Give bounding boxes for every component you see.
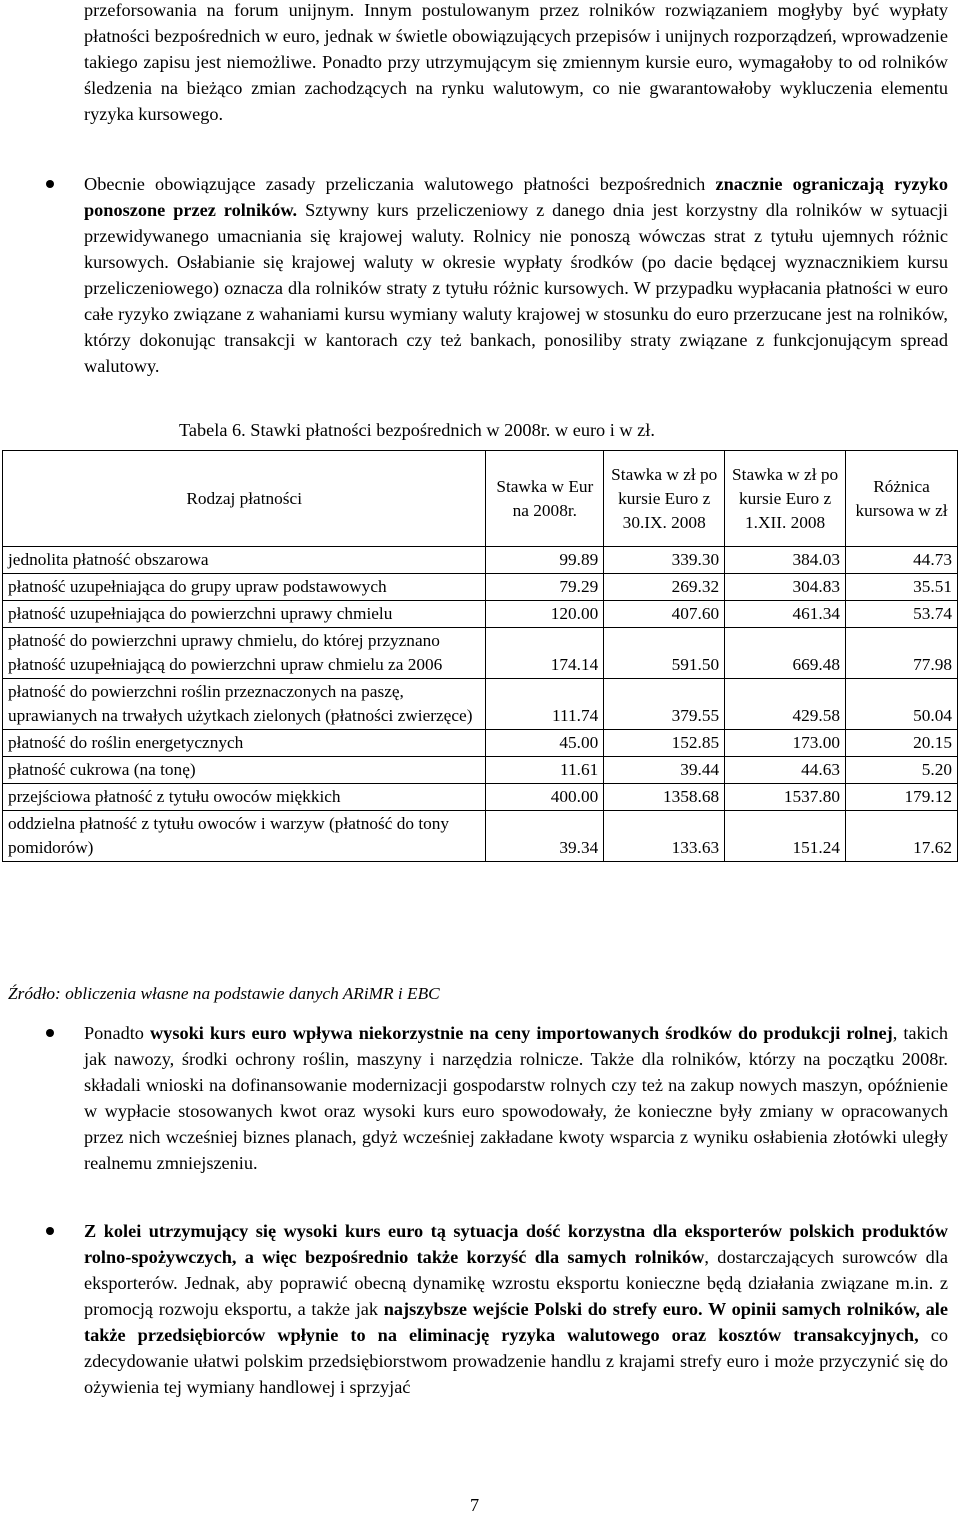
table-row <box>3 784 958 811</box>
payment-type-cell: przejściowa płatność z tytułu owoców miękkich <box>3 784 486 811</box>
paragraph-intro <box>84 0 948 127</box>
text-run: znacznie ograniczają ryzyko ponoszone przez rolników. <box>84 174 948 220</box>
table-row <box>3 757 958 784</box>
table-row <box>3 547 958 574</box>
value-cell: 39.34 <box>486 811 604 862</box>
text-run: Z kolei utrzymujący się wysoki kurs euro tą sytuacja dość korzystna dla eksporterów polskich produktów rolno-spożywczych, a więc bezpośrednio także korzyść dla samych rolników <box>84 1221 948 1267</box>
payment-rates-table <box>2 450 958 862</box>
value-cell: 45.00 <box>486 730 604 757</box>
value-cell: 1537.80 <box>725 784 846 811</box>
column-header: Stawka w Eur na 2008r. <box>486 451 604 547</box>
value-cell: 50.04 <box>846 679 958 730</box>
table-row <box>3 679 958 730</box>
bullet-icon <box>46 180 54 188</box>
value-cell: 669.48 <box>725 628 846 679</box>
bullet-icon <box>46 1227 54 1235</box>
value-cell: 384.03 <box>725 547 846 574</box>
value-cell: 133.63 <box>604 811 725 862</box>
column-header: Stawka w zł po kursie Euro z 1.XII. 2008 <box>725 451 846 547</box>
bullet-text <box>84 171 948 379</box>
value-cell: 407.60 <box>604 601 725 628</box>
value-cell: 1358.68 <box>604 784 725 811</box>
value-cell: 429.58 <box>725 679 846 730</box>
value-cell: 53.74 <box>846 601 958 628</box>
bullet-icon <box>46 1029 54 1037</box>
payment-type-cell: płatność cukrowa (na tonę) <box>3 757 486 784</box>
text-run: najszybsze wejście Polski do strefy euro. W opinii samych rolników, ale także przedsiębiorców wpłynie to na eliminację ryzyka walutowego oraz kosztów transakcyjnych, <box>84 1299 949 1345</box>
text-run: Sztywny kurs przeliczeniowy z danego dnia jest korzystny dla rolników w sytuacji przewidywanego umacniania się krajowej waluty. Rolnicy nie ponoszą wówczas strat z tytułu ujemnych różnic kursowych. Osłabianie się krajowej waluty w okresie wypłaty środków (po dacie będącej wyznacznikiem kursu przeliczeniowego) oznacza dla rolników straty z tytułu różnic kursowych. W przypadku wypłacania płatności w euro całe ryzyko związane z wahaniami kursu wymiany waluty krajowej w stosunku do euro przerzucane jest na rolników, którzy dokonując transakcji w kantorach czy też bankach, ponosiliby straty związane z funkcjonującym spread walutowy. <box>84 200 948 376</box>
value-cell: 461.34 <box>725 601 846 628</box>
payment-type-cell: oddzielna płatność z tytułu owoców i warzyw (płatność do tony pomidorów) <box>3 811 486 862</box>
payment-type-cell: płatność do powierzchni roślin przeznaczonych na paszę, uprawianych na trwałych użytkach zielonych (płatności zwierzęce) <box>3 679 486 730</box>
value-cell: 35.51 <box>846 574 958 601</box>
bullet-text <box>84 1218 948 1400</box>
column-header: Rodzaj płatności <box>3 451 486 547</box>
text-run: wysoki kurs euro wpływa niekorzystnie na ceny importowanych środków do produkcji rolnej <box>149 1023 893 1043</box>
text-run: Obecnie obowiązujące zasady przeliczania walutowego płatności bezpośrednich <box>84 174 716 194</box>
table-row <box>3 574 958 601</box>
value-cell: 304.83 <box>725 574 846 601</box>
text-run: , takich jak nawozy, środki ochrony roślin, maszyny i narzędzia rolnicze. Także dla rolników, którzy na początku 2008r. składali wnioski na dofinansowanie modernizacji gospodarstw rolnych czy też na zakup nowych maszyn, opóźnienie w wypłacie stosowanych kwot oraz wysoki kurs euro spowodowały, że konieczne były zmiany w opracowanych przez nich wcześniej biznes planach, gdyż wcześniej zakładane kwoty wsparcia z wyniku osłabienia złotówki uległy realnemu zmniejszeniu. <box>84 1023 949 1173</box>
table-caption: Tabela 6. Stawki płatności bezpośrednich w 2008r. w euro i w zł. <box>179 420 655 440</box>
table-body <box>3 547 958 862</box>
value-cell: 77.98 <box>846 628 958 679</box>
value-cell: 44.63 <box>725 757 846 784</box>
payment-type-cell: płatność uzupełniająca do powierzchni uprawy chmielu <box>3 601 486 628</box>
table-row <box>3 730 958 757</box>
payment-type-cell: płatność do powierzchni uprawy chmielu, do której przyznano płatność uzupełniającą do powierzchni upraw chmielu za 2006 <box>3 628 486 679</box>
value-cell: 20.15 <box>846 730 958 757</box>
table-row <box>3 811 958 862</box>
table-header-row <box>3 451 958 547</box>
payment-rates-table-wrap <box>2 450 958 862</box>
bullet-text <box>84 1020 948 1176</box>
value-cell: 379.55 <box>604 679 725 730</box>
source-note: Źródło: obliczenia własne na podstawie danych ARiMR i EBC <box>8 984 440 1003</box>
payment-type-cell: jednolita płatność obszarowa <box>3 547 486 574</box>
value-cell: 173.00 <box>725 730 846 757</box>
payment-type-cell: płatność uzupełniająca do grupy upraw podstawowych <box>3 574 486 601</box>
value-cell: 591.50 <box>604 628 725 679</box>
column-header: Różnica kursowa w zł <box>846 451 958 547</box>
text-run: przeforsowania na forum unijnym. Innym postulowanym przez rolników rozwiązaniem mogłyby być wypłaty płatności bezpośrednich w euro, jednak w świetle obowiązujących przepisów i unijnych rozporządzeń, wprowadzenie takiego zapisu jest niemożliwe. Ponadto przy utrzymującym się zmiennym kursie euro, wymagałoby to od rolników śledzenia na bieżąco zmian zachodzących na rynku walutowym, co nie gwarantowałoby wykluczenia elementu ryzyka kursowego. <box>84 0 948 124</box>
value-cell: 179.12 <box>846 784 958 811</box>
value-cell: 269.32 <box>604 574 725 601</box>
bullet-exporters <box>84 1218 948 1400</box>
value-cell: 11.61 <box>486 757 604 784</box>
bullet-exchange-rules <box>84 171 948 379</box>
value-cell: 400.00 <box>486 784 604 811</box>
value-cell: 151.24 <box>725 811 846 862</box>
table-row <box>3 628 958 679</box>
value-cell: 99.89 <box>486 547 604 574</box>
text-run: co zdecydowanie ułatwi polskim przedsiębiorstwom prowadzenie handlu z krajami strefy euro i może przyczynić się do ożywienia tej wymiany handlowej i sprzyjać <box>84 1325 948 1397</box>
page-number: 7 <box>470 1495 480 1515</box>
value-cell: 111.74 <box>486 679 604 730</box>
value-cell: 44.73 <box>846 547 958 574</box>
text-run: Ponadto <box>84 1023 150 1043</box>
value-cell: 5.20 <box>846 757 958 784</box>
value-cell: 339.30 <box>604 547 725 574</box>
value-cell: 174.14 <box>486 628 604 679</box>
bullet-import-costs <box>84 1020 948 1176</box>
value-cell: 152.85 <box>604 730 725 757</box>
payment-type-cell: płatność do roślin energetycznych <box>3 730 486 757</box>
table-row <box>3 601 958 628</box>
value-cell: 79.29 <box>486 574 604 601</box>
value-cell: 39.44 <box>604 757 725 784</box>
column-header: Stawka w zł po kursie Euro z 30.IX. 2008 <box>604 451 725 547</box>
value-cell: 120.00 <box>486 601 604 628</box>
text-run: , dostarczających surowców dla eksporterów. Jednak, aby poprawić obecną dynamikę wzrostu eksportu konieczne będą działania związane m.in. z promocją rozwoju eksportu, a także jak <box>84 1247 949 1319</box>
value-cell: 17.62 <box>846 811 958 862</box>
